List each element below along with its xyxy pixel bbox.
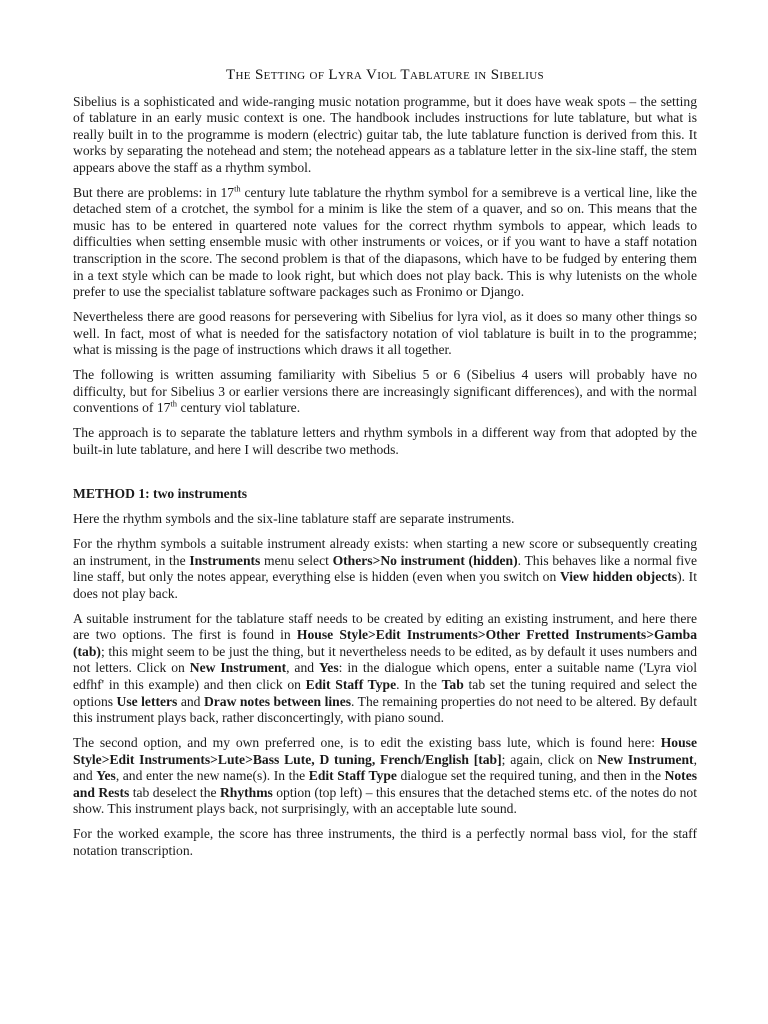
bold-use-letters: Use letters bbox=[116, 693, 178, 709]
paragraph-second-option bbox=[73, 735, 697, 818]
text-run: , and bbox=[286, 660, 319, 676]
superscript-th: th bbox=[170, 398, 178, 409]
bold-menu-instruments: Instruments bbox=[189, 552, 261, 568]
text-run: tab set the tuning required and select the options bbox=[73, 676, 697, 709]
text-run: The second option, and my own preferred one, is to edit the existing bass lute, which is found here: bbox=[73, 735, 661, 751]
bold-notes-and-rests: Notes and Rests bbox=[73, 768, 698, 800]
section-heading-method-1: METHOD 1: two instruments bbox=[73, 486, 248, 502]
bold-new-instrument: New Instrument bbox=[597, 751, 694, 767]
paragraph-assumptions-text-a: The following is written assuming familiarity with Sibelius 5 or 6 (Sibelius 4 users will probably have no difficulty, but for Sibelius 3 or earlier versions there are increasingly significant differences), and with the normal conventions of 17 bbox=[73, 367, 697, 416]
paragraph-problems-text-a: But there are problems: in 17 bbox=[73, 184, 235, 200]
bold-menu-path-gamba: House Style>Edit Instruments>Other Fretted Instruments>Gamba (tab) bbox=[73, 627, 697, 659]
text-run: menu select bbox=[260, 552, 333, 568]
document-page bbox=[73, 67, 697, 868]
paragraph-tablature-staff bbox=[73, 611, 697, 727]
paragraph-nevertheless-text: Nevertheless there are good reasons for persevering with Sibelius for lyra viol, as it does so many other things so well. In fact, most of what is needed for the satisfactory notation of viol tablature is built in to the programme; what is missing is the page of instructions which draws it all together. bbox=[73, 309, 697, 358]
paragraph-assumptions-text-b: century viol tablature. bbox=[177, 400, 301, 416]
bold-rhythms: Rhythms bbox=[219, 784, 273, 800]
paragraph-problems bbox=[73, 185, 697, 301]
paragraph-worked-example-text: For the worked example, the score has three instruments, the third is a perfectly normal bass viol, for the staff notation transcription. bbox=[73, 826, 697, 858]
text-run: . The remaining properties do not need to be altered. By default this instrument plays back, rather disconcertingly, with piano sound. bbox=[73, 693, 697, 726]
text-run: and bbox=[177, 693, 204, 709]
text-run: . This behaves like a normal five line staff, but only the notes appear, everything else is hidden (even when you switch on bbox=[73, 552, 697, 585]
bold-tab: Tab bbox=[441, 676, 464, 692]
text-run: A suitable instrument for the tablature staff needs to be created by editing an existing instrument, and here there are two options. The first is found in bbox=[73, 610, 697, 643]
title-text: The Setting of Lyra Viol Tablature in Sibelius bbox=[225, 67, 544, 83]
paragraph-problems-text-b: century lute tablature the rhythm symbol for a semibreve is a vertical line, like the detached stem of a crotchet, the symbol for a minim is like the stem of a quaver, and so on. This means that the music has to be entered in quartered note values for the correct rhythm symbols to appear, which leads to difficulties when setting ensemble music with other instruments or voices, or if you want to have a staff notation transcription in the score. The second problem is that of the diapasons, which have to be fudged by entering them in a text style which can be made to look right, but which does not play back. This is why lutenists on the whole prefer to use the specialist tablature software packages such as Fronimo or Django. bbox=[73, 184, 697, 300]
text-run: ; again, click on bbox=[501, 751, 598, 767]
paragraph-intro bbox=[73, 94, 697, 177]
bold-menu-path-bass-lute: House Style>Edit Instruments>Lute>Bass Lute, D tuning, French/English [tab] bbox=[73, 735, 697, 767]
paragraph-worked-example bbox=[73, 826, 697, 859]
text-run: For the rhythm symbols a suitable instrument already exists: when starting a new score or subsequently creating an instrument, in the bbox=[73, 536, 697, 568]
bold-view-hidden-objects: View hidden objects bbox=[559, 569, 678, 585]
text-run: , and bbox=[73, 751, 697, 784]
bold-yes: Yes bbox=[319, 660, 339, 676]
bold-yes: Yes bbox=[96, 768, 116, 784]
bold-menu-path-no-instrument: Others>No instrument (hidden) bbox=[332, 552, 518, 568]
paragraph-intro-text: Sibelius is a sophisticated and wide-ranging music notation programme, but it does have weak spots – the setting of tablature in an early music context is one. The handbook includes instructions for lute tablature, but what is really built in to the programme is modern (electric) guitar tab, the lute tablature function is derived from this. It works by separating the notehead and stem; the notehead appears as a tablature letter in the six-line staff, the stem appears above the staff as a rhythm symbol. bbox=[73, 93, 697, 175]
bold-draw-notes-between-lines: Draw notes between lines bbox=[203, 693, 352, 709]
paragraph-nevertheless bbox=[73, 309, 697, 359]
superscript-th: th bbox=[234, 183, 241, 194]
text-run: option (top left) – this ensures that the detached stems etc. of the notes do not show. This instrument plays back, not surprisingly, with an acceptable lute sound. bbox=[73, 784, 697, 817]
paragraph-rhythm-instrument bbox=[73, 536, 697, 602]
paragraph-method1-intro bbox=[73, 511, 697, 528]
paragraph-approach-text: The approach is to separate the tablature letters and rhythm symbols in a different way from that adopted by the built-in lute tablature, and here I will describe two methods. bbox=[73, 425, 697, 457]
text-run: ). It does not play back. bbox=[73, 569, 697, 601]
bold-edit-staff-type: Edit Staff Type bbox=[305, 676, 397, 692]
paragraph-approach bbox=[73, 425, 697, 458]
text-run: dialogue set the required tuning, and then in the bbox=[396, 768, 665, 784]
text-run: ; this might seem to be just the thing, but it nevertheless needs to be edited, as by default it uses numbers and not letters. Click on bbox=[73, 643, 697, 676]
bold-edit-staff-type: Edit Staff Type bbox=[308, 768, 397, 784]
text-run: tab deselect the bbox=[129, 784, 220, 800]
paragraph-method1-intro-text: Here the rhythm symbols and the six-line tablature staff are separate instruments. bbox=[73, 511, 515, 527]
text-run: : in the dialogue which opens, enter a suitable name ('Lyra viol edfhf' in this example) and then click on bbox=[73, 660, 697, 692]
text-run: , and enter the new name(s). In the bbox=[115, 768, 309, 784]
paragraph-assumptions bbox=[73, 367, 697, 417]
text-run: . In the bbox=[396, 676, 442, 692]
document-title bbox=[73, 67, 697, 84]
bold-new-instrument: New Instrument bbox=[189, 660, 287, 676]
